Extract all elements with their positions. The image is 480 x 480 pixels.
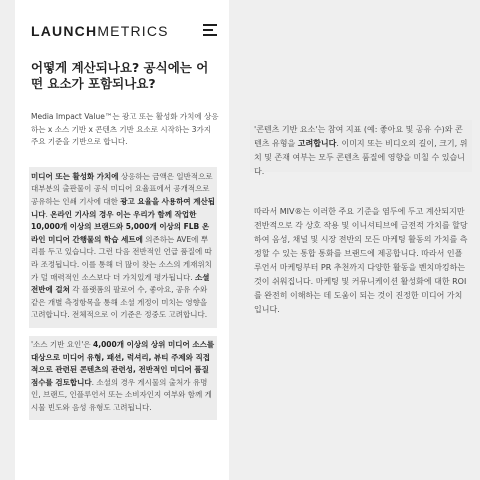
body-text: 의존하는 AVE에 뿌리를 두고 있습니다. 그런 다음 전반적인 언급 품질에 따라 조정됩니다. 이를 통해 더 많이 찾는 소스의 게재위치가 덜 매력적인 소스보다 더 가치있게 평가됩니다. [31, 234, 212, 282]
article-panel-left [15, 0, 229, 480]
bold-text: 4,000개 이상의 상위 미디어 소스를 대상으로 미디어 유형, 패션, 럭셔리, 뷰티 주제와 직접적으로 관련된 콘텐츠의 관련성, 전반적인 미디어 품질 점수를 검토합니다 [31, 339, 215, 387]
bold-text: 고려합니다 [297, 139, 337, 148]
logo-light-text: METRICS [97, 23, 169, 39]
content-factor-highlight-box [250, 120, 472, 176]
bold-text: 온라인 기사의 경우 이는 우리가 함께 작업한 10,000개 이상의 브랜드와 5,000개 이상의 FLB 온라인 미디어 간행물의 학습 세트에 [31, 209, 210, 244]
source-factor-paragraph [31, 339, 215, 415]
conclusion-block [254, 205, 470, 317]
hamburger-menu-icon[interactable] [203, 24, 217, 36]
bold-text: 소셜 전반에 걸쳐 [31, 272, 210, 295]
intro-paragraph: Media Impact Value™는 광고 또는 활성화 가치에 상응하는 x 소스 기반 x 콘텐츠 기반 요소로 시작하는 3가지 주요 기준을 기반으로 합니다. [31, 112, 219, 147]
bold-text: 광고 요율을 사용하여 계산됩니다 [31, 196, 216, 219]
menu-line [203, 34, 217, 36]
body-text: '콘텐츠 기반 요소'는 참여 지표 (예: 좋아요 및 공유 수)와 콘텐츠 유형을 [254, 125, 463, 148]
bold-text: 미디어 또는 활성화 가치에 [31, 171, 119, 181]
menu-line [203, 29, 213, 31]
conclusion-paragraph: 따라서 MIV®는 이러한 주요 기준을 염두에 두고 계산되지만 전반적으로 각 상호 작용 및 이니셔티브에 금전적 가치를 할당하여 음성, 채널 및 시장 전반의 모든 마케팅 활동의 가치를 측정할 수 있는 통합 통화를 브랜드에 제공합니다. 따라서 인플루언서 마케팅부터 PR 추천까지 다양한 활동을 벤치마킹하는 것이 쉬워집니다. 마케팅 및 커뮤니케이션 활성화에 대한 ROI를 완전히 이해하는 데 도움이 되는 것이 진정한 미디어 가치입니다. [254, 207, 468, 314]
body-text: '소스 기반 요인'은 [31, 339, 93, 349]
media-value-paragraph [31, 171, 215, 322]
article-content [31, 60, 219, 420]
launchmetrics-logo[interactable] [31, 23, 169, 39]
article-panel-right [244, 0, 480, 480]
body-text: . 이미지 또는 비디오의 길이, 크기, 위치 및 존재 여부는 모두 콘텐츠 품질에 영향을 미칠 수 있습니다. [254, 139, 468, 176]
source-factor-highlight-box [29, 336, 217, 421]
body-text: 각 플랫폼의 팔로어 수, 좋아요, 공유 수와 같은 개별 측정항목을 통해 소셜 게정이 미치는 영향을 고려합니다. 전체적으로 이 기준은 정중도 고려합니다. [31, 285, 208, 320]
content-factor-paragraph [254, 123, 468, 179]
menu-line [203, 24, 217, 26]
media-value-highlight-box [29, 167, 217, 328]
body-text: 상응하는 금액은 일반적으로 대부분의 출판물이 공식 미디어 요율표에서 공개적으로 공유하는 인쇄 기사에 대한 [31, 171, 213, 206]
article-title: 어떻게 계산되나요? 공식에는 어떤 요소가 포함되나요? [31, 60, 209, 91]
site-header [15, 0, 229, 58]
body-text: . [45, 209, 51, 219]
body-text: . 소셜의 경우 게시물의 출처가 유명인, 브랜드, 인플루언서 또는 소비자인지 여부와 함께 게시물 빈도와 음성 유형도 고려됩니다. [31, 377, 212, 412]
logo-bold-text: LAUNCH [31, 23, 98, 39]
